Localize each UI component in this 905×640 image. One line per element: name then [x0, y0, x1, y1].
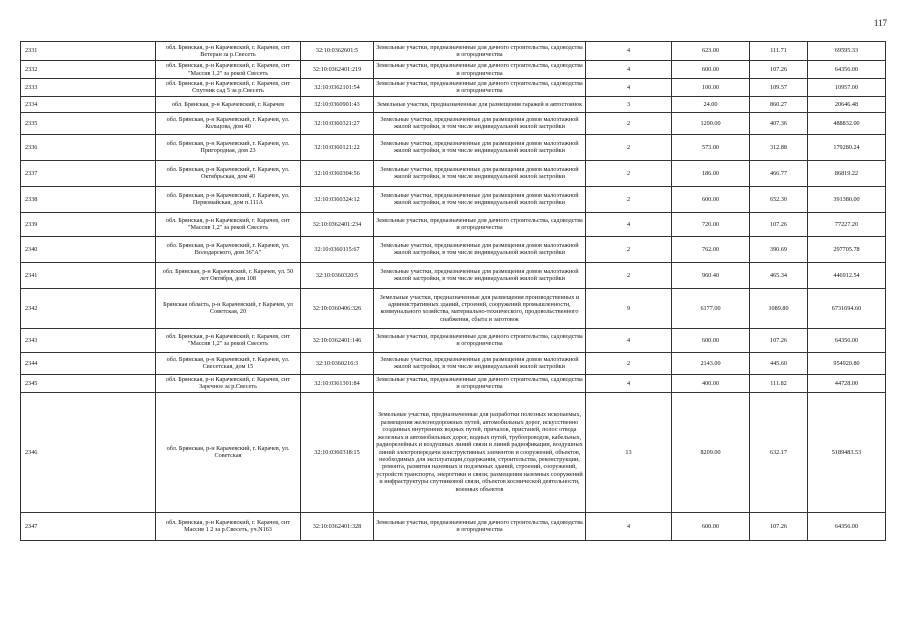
table-row: [21, 328, 886, 352]
group-number-cell: 3: [586, 96, 672, 112]
table-row: [21, 288, 886, 328]
row-number-cell: 2334: [21, 96, 156, 112]
cadastral-number-cell: 32:10:0362401:219: [301, 61, 374, 79]
land-use-cell: Земельные участки, предназначенные для разработки полезных ископаемых, размещения железнодорожных путей, автомобильных дорог, искусственно созданных внутренних водных путей, причалов, пристаней, полос отвода железных и автомобильных дорог, водных путей, трубопроводов, кабельных, радиорелейных и воздушных линий связи и линий радиофикации, воздушных линий электропередачи конструктивных элементов и сооружений, объектов, необходимых для эксплуатации,содержания, строительства, реконструкции, ремонта, развития наземных и подземных зданий, строений, сооружений, устройств транспорта, энергетики и связи; размещения наземных сооружений и инфраструктуры спутниковой связи, объектов космической деятельности, военных объектов: [374, 392, 586, 512]
area-cell: 2143.00: [672, 352, 750, 374]
row-number-cell: 2336: [21, 134, 156, 160]
cadastral-number-cell: 32:10:0362101:54: [301, 79, 374, 97]
row-number-cell: 2342: [21, 288, 156, 328]
row-number-cell: 2338: [21, 186, 156, 212]
land-use-cell: Земельные участки, предназначенные для дачного строительства, садоводства и огородничества: [374, 212, 586, 236]
cadastral-number-cell: 32:10:0360121:22: [301, 134, 374, 160]
table-row: [21, 42, 886, 61]
cadastral-value-cell: 446912.54: [808, 262, 886, 288]
group-number-cell: 9: [586, 288, 672, 328]
address-cell: обл. Брянская, р-н Карачевский, г. Карачев, снт "Массив 1,2" за рекой Свесеть: [156, 61, 301, 79]
row-number-cell: 2343: [21, 328, 156, 352]
area-cell: 600.00: [672, 512, 750, 540]
cadastral-number-cell: 32:10:0360901:43: [301, 96, 374, 112]
address-cell: Брянская область, р-н Карачевский, г Карачев, ул Советская, 20: [156, 288, 301, 328]
cadastral-number-cell: 32:10:0360115:67: [301, 236, 374, 262]
land-use-cell: Земельные участки, предназначенные для дачного строительства, садоводства и огородничества: [374, 61, 586, 79]
address-cell: обл. Брянская, р-н Карачевский, г. Карачев, ул. Советская: [156, 392, 301, 512]
table-row: [21, 134, 886, 160]
cadastral-number-cell: 32:10:0362601:5: [301, 42, 374, 61]
group-number-cell: 4: [586, 42, 672, 61]
cadastral-value-cell: 86819.22: [808, 160, 886, 186]
land-use-cell: Земельные участки, предназначенные для размещения домов малоэтажной жилой застройки, в том числе индивидуальной жилой застройки: [374, 262, 586, 288]
land-use-cell: Земельные участки, предназначенные для дачного строительства, садоводства и огородничества: [374, 42, 586, 61]
address-cell: обл. Брянская, р-н Карачевский, г. Карачев, снт "Массив 1,2" за рекой Свесеть: [156, 328, 301, 352]
table-row: [21, 374, 886, 392]
specific-value-cell: 109.57: [750, 79, 808, 97]
group-number-cell: 4: [586, 212, 672, 236]
group-number-cell: 4: [586, 328, 672, 352]
row-number-cell: 2346: [21, 392, 156, 512]
cadastral-number-cell: 32:10:0360304:56: [301, 160, 374, 186]
specific-value-cell: 390.69: [750, 236, 808, 262]
page-number: 117: [873, 18, 887, 28]
specific-value-cell: 632.17: [750, 392, 808, 512]
area-cell: 623.00: [672, 42, 750, 61]
cadastral-number-cell: 32:10:0362401:328: [301, 512, 374, 540]
specific-value-cell: 107.26: [750, 512, 808, 540]
address-cell: обл. Брянская, р-н Карачевский, г. Карачев, ул. Октябрьская, дом 40: [156, 160, 301, 186]
land-use-cell: Земельные участки, предназначенные для размещения домов малоэтажной жилой застройки, в том числе индивидуальной жилой застройки: [374, 352, 586, 374]
area-cell: 100.00: [672, 79, 750, 97]
table-row: [21, 352, 886, 374]
specific-value-cell: 465.34: [750, 262, 808, 288]
cadastral-number-cell: 32:10:0362401:146: [301, 328, 374, 352]
table-row: [21, 160, 886, 186]
land-use-cell: Земельные участки, предназначенные для размещения домов малоэтажной жилой застройки, в том числе индивидуальной жилой застройки: [374, 160, 586, 186]
cadastral-value-cell: 44728.00: [808, 374, 886, 392]
specific-value-cell: 652.30: [750, 186, 808, 212]
land-use-cell: Земельные участки, предназначенные для размещения домов малоэтажной жилой застройки, в том числе индивидуальной жилой застройки: [374, 134, 586, 160]
land-use-cell: Земельные участки, предназначенные для дачного строительства, садоводства и огородничества: [374, 79, 586, 97]
land-use-cell: Земельные участки, предназначенные для размещения домов малоэтажной жилой застройки, в том числе индивидуальной жилой застройки: [374, 112, 586, 134]
row-number-cell: 2333: [21, 79, 156, 97]
table-row: [21, 79, 886, 97]
group-number-cell: 2: [586, 134, 672, 160]
cadastral-value-cell: 64356.00: [808, 328, 886, 352]
area-cell: 960.40: [672, 262, 750, 288]
address-cell: обл. Брянская, р-н Карачевский, г. Карачев, ул. 50 лет Октября, дом 108: [156, 262, 301, 288]
table-row: [21, 236, 886, 262]
row-number-cell: 2339: [21, 212, 156, 236]
row-number-cell: 2337: [21, 160, 156, 186]
address-cell: обл. Брянская, р-н Карачевский, г. Карачев: [156, 96, 301, 112]
address-cell: обл. Брянская, р-н Карачевский, г. Карачев, ул. Пригородная, дом 23: [156, 134, 301, 160]
land-use-cell: Земельные участки, предназначенные для размещения производственных и административных зданий, строений, сооружений промышленности, коммунального хозяйства, материально-технического, продовольственного снабжения, сбыта и заготовок: [374, 288, 586, 328]
specific-value-cell: 111.71: [750, 42, 808, 61]
group-number-cell: 2: [586, 262, 672, 288]
area-cell: 600.00: [672, 186, 750, 212]
area-cell: 1200.00: [672, 112, 750, 134]
row-number-cell: 2341: [21, 262, 156, 288]
land-use-cell: Земельные участки, предназначенные для дачного строительства, садоводства и огородничества: [374, 328, 586, 352]
area-cell: 6177.00: [672, 288, 750, 328]
group-number-cell: 4: [586, 79, 672, 97]
cadastral-value-cell: 20646.48: [808, 96, 886, 112]
address-cell: обл. Брянская, р-н Карачевский, г. Карачев, снт Массив 1 2 за р.Свесеть, уч.N163: [156, 512, 301, 540]
area-cell: 600.00: [672, 328, 750, 352]
area-cell: 600.00: [672, 61, 750, 79]
cadastral-value-cell: 5189483.53: [808, 392, 886, 512]
cadastral-number-cell: 32:10:0360324:12: [301, 186, 374, 212]
cadastral-value-cell: 77227.20: [808, 212, 886, 236]
address-cell: обл. Брянская, р-н Карачевский, г. Карачев, снт Заречное за р.Свесеть: [156, 374, 301, 392]
area-cell: 186.00: [672, 160, 750, 186]
group-number-cell: 2: [586, 160, 672, 186]
cadastral-number-cell: 32:10:0362401:234: [301, 212, 374, 236]
group-number-cell: 13: [586, 392, 672, 512]
cadastral-number-cell: 32:10:0360406:326: [301, 288, 374, 328]
area-cell: 720.00: [672, 212, 750, 236]
land-use-cell: Земельные участки, предназначенные для размещения гаражей и автостоянок: [374, 96, 586, 112]
land-use-cell: Земельные участки, предназначенные для размещения домов малоэтажной жилой застройки, в том числе индивидуальной жилой застройки: [374, 186, 586, 212]
table-row: [21, 262, 886, 288]
address-cell: обл. Брянская, р-н Карачевский, г. Карачев, снт "Массив 1,2" за рекой Свесеть: [156, 212, 301, 236]
cadastral-number-cell: 32:10:0360318:15: [301, 392, 374, 512]
land-use-cell: Земельные участки, предназначенные для размещения домов малоэтажной жилой застройки, в том числе индивидуальной жилой застройки: [374, 236, 586, 262]
table-row: [21, 112, 886, 134]
address-cell: обл. Брянская, р-н Карачевский, г. Карачев, снт Ветеран за р.Свесеть: [156, 42, 301, 61]
address-cell: обл. Брянская, р-н Карачевский, г. Карачев, ул. Кольцова, дом 40: [156, 112, 301, 134]
cadastral-number-cell: 32:10:0360320:5: [301, 262, 374, 288]
group-number-cell: 2: [586, 352, 672, 374]
area-cell: 400.00: [672, 374, 750, 392]
specific-value-cell: 312.88: [750, 134, 808, 160]
area-cell: 8209.00: [672, 392, 750, 512]
row-number-cell: 2335: [21, 112, 156, 134]
cadastral-value-cell: 6731694.60: [808, 288, 886, 328]
specific-value-cell: 107.26: [750, 328, 808, 352]
group-number-cell: 4: [586, 61, 672, 79]
address-cell: обл. Брянская, р-н Карачевский, г. Карачев, ул. Свесетская, дом 15: [156, 352, 301, 374]
cadastral-value-cell: 488832.00: [808, 112, 886, 134]
group-number-cell: 2: [586, 236, 672, 262]
specific-value-cell: 860.27: [750, 96, 808, 112]
row-number-cell: 2331: [21, 42, 156, 61]
table-row: [21, 212, 886, 236]
specific-value-cell: 466.77: [750, 160, 808, 186]
table-row: [21, 96, 886, 112]
area-cell: 573.00: [672, 134, 750, 160]
row-number-cell: 2344: [21, 352, 156, 374]
cadastral-value-cell: 64356.00: [808, 512, 886, 540]
cadastral-number-cell: 32:10:0360321:27: [301, 112, 374, 134]
group-number-cell: 2: [586, 112, 672, 134]
group-number-cell: 2: [586, 186, 672, 212]
cadastral-value-cell: 64356.00: [808, 61, 886, 79]
table-row: [21, 61, 886, 79]
row-number-cell: 2345: [21, 374, 156, 392]
specific-value-cell: 1089.80: [750, 288, 808, 328]
specific-value-cell: 445.60: [750, 352, 808, 374]
row-number-cell: 2347: [21, 512, 156, 540]
specific-value-cell: 107.26: [750, 61, 808, 79]
specific-value-cell: 407.36: [750, 112, 808, 134]
group-number-cell: 4: [586, 374, 672, 392]
cadastral-value-cell: 954920.80: [808, 352, 886, 374]
area-cell: 762.00: [672, 236, 750, 262]
cadastral-value-cell: 297705.78: [808, 236, 886, 262]
cadastral-value-cell: 10957.00: [808, 79, 886, 97]
address-cell: обл. Брянская, р-н Карачевский, г. Карачев, снт Спутник сад 5 за р.Свесеть: [156, 79, 301, 97]
group-number-cell: 4: [586, 512, 672, 540]
table-row: [21, 392, 886, 512]
table-row: [21, 186, 886, 212]
cadastral-number-cell: 32:10:0360216:3: [301, 352, 374, 374]
cadastral-value-table: [20, 41, 886, 541]
address-cell: обл. Брянская, р-н Карачевский, г. Карачев, ул. Володарского, дом 36"А": [156, 236, 301, 262]
land-use-cell: Земельные участки, предназначенные для дачного строительства, садоводства и огородничества: [374, 512, 586, 540]
land-use-cell: Земельные участки, предназначенные для дачного строительства, садоводства и огородничества: [374, 374, 586, 392]
row-number-cell: 2332: [21, 61, 156, 79]
specific-value-cell: 107.26: [750, 212, 808, 236]
area-cell: 24.00: [672, 96, 750, 112]
specific-value-cell: 111.82: [750, 374, 808, 392]
row-number-cell: 2340: [21, 236, 156, 262]
address-cell: обл. Брянская, р-н Карачевский, г. Карачев, ул. Первомайская, дом п.111А: [156, 186, 301, 212]
table-row: [21, 512, 886, 540]
cadastral-value-cell: 179280.24: [808, 134, 886, 160]
cadastral-value-cell: 391380.00: [808, 186, 886, 212]
cadastral-value-cell: 69595.33: [808, 42, 886, 61]
cadastral-number-cell: 32:10:0361301:84: [301, 374, 374, 392]
